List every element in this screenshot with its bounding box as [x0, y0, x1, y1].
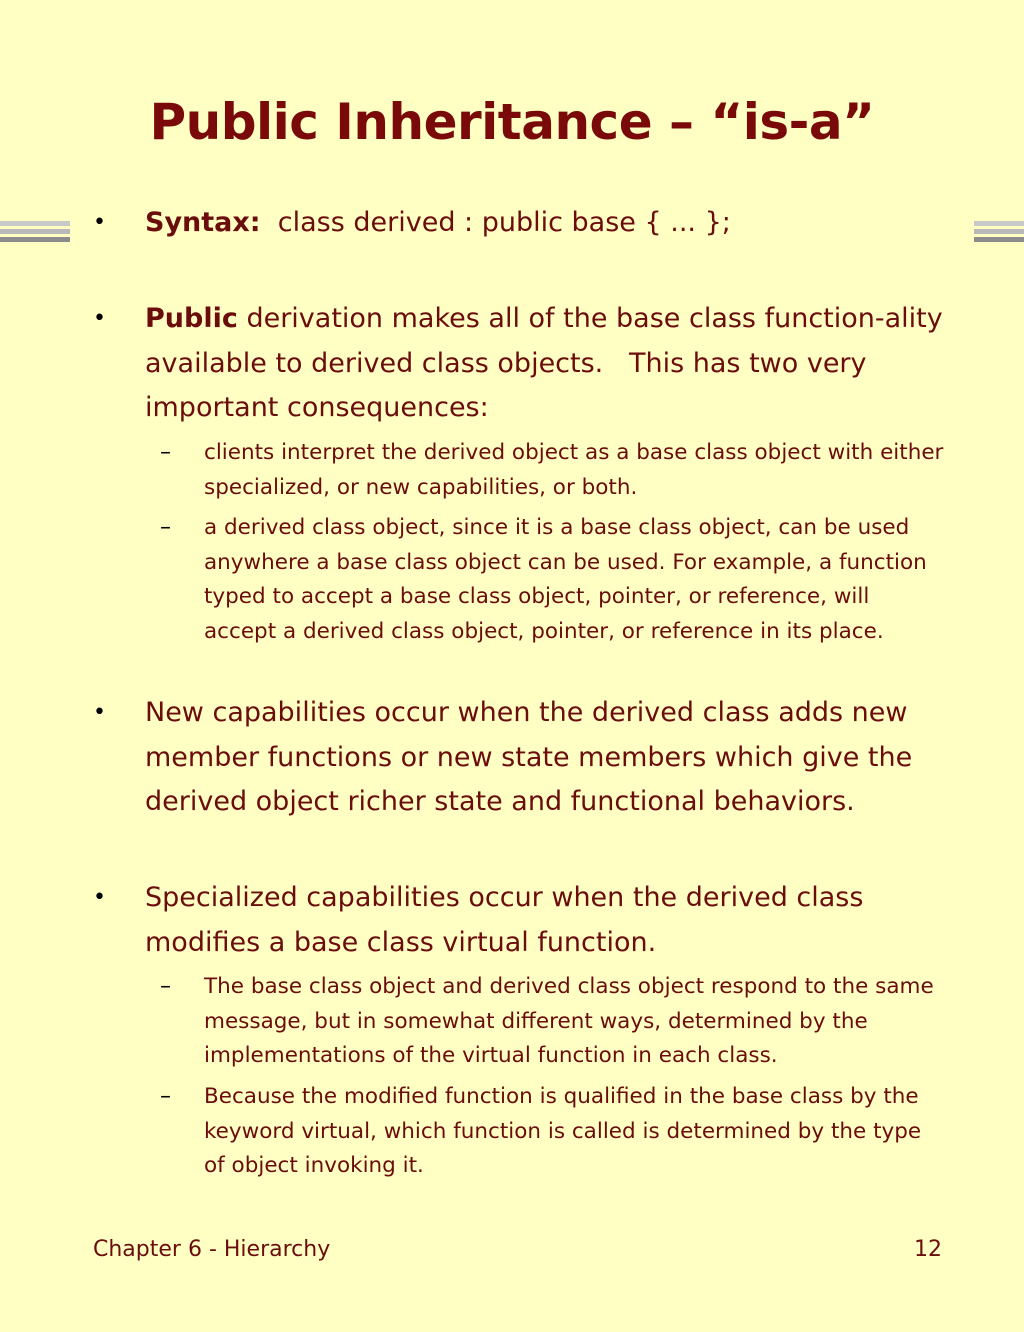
bullet-dot: •	[93, 700, 106, 725]
footer-chapter: Chapter 6 - Hierarchy	[93, 1237, 331, 1262]
bullet-text: New capabilities occur when the derived class adds new member functions or new state members which give the derived object richer state and functional behaviors.	[145, 697, 913, 817]
slide-title: Public Inheritance – “is-a”	[149, 93, 875, 151]
bullet-text	[145, 297, 952, 431]
bullet-body: class derived : public base { ... };	[260, 207, 731, 238]
sub-dash: –	[160, 515, 171, 540]
bullet-dot: •	[93, 210, 106, 235]
sub-text: clients interpret the derived object as a base class object with either specialized, or new capabilities, or both.	[204, 440, 944, 500]
bullet-dot: •	[93, 885, 106, 910]
bullet-lead: Syntax:	[145, 207, 261, 238]
sub-text: The base class object and derived class object respond to the same message, but in somewhat different ways, determined by the implementations of the virtual function in each class.	[204, 974, 934, 1068]
bullet-dot: •	[93, 306, 106, 331]
bullet-lead: Public	[145, 303, 238, 334]
left-decoration	[0, 221, 70, 245]
sub-dash: –	[160, 1084, 171, 1109]
footer-page-number: 12	[914, 1237, 942, 1262]
sub-text: a derived class object, since it is a base class object, can be used anywhere a base class object can be used. For example, a function typed to accept a base class object, pointer, or reference, will accept a derived class object, pointer, or reference in its place.	[204, 515, 927, 644]
right-decoration	[974, 221, 1024, 245]
bullet-text	[145, 201, 945, 246]
sub-text: Because the modified function is qualified in the base class by the keyword virtual, which function is called is determined by the type of object invoking it.	[204, 1084, 922, 1178]
bullet-text: Specialized capabilities occur when the derived class modifies a base class virtual function.	[145, 882, 864, 958]
bullet-body: derivation makes all of the base class function-ality available to derived class objects. This has two very important consequences:	[145, 303, 952, 423]
sub-dash: –	[160, 440, 171, 465]
sub-dash: –	[160, 974, 171, 999]
